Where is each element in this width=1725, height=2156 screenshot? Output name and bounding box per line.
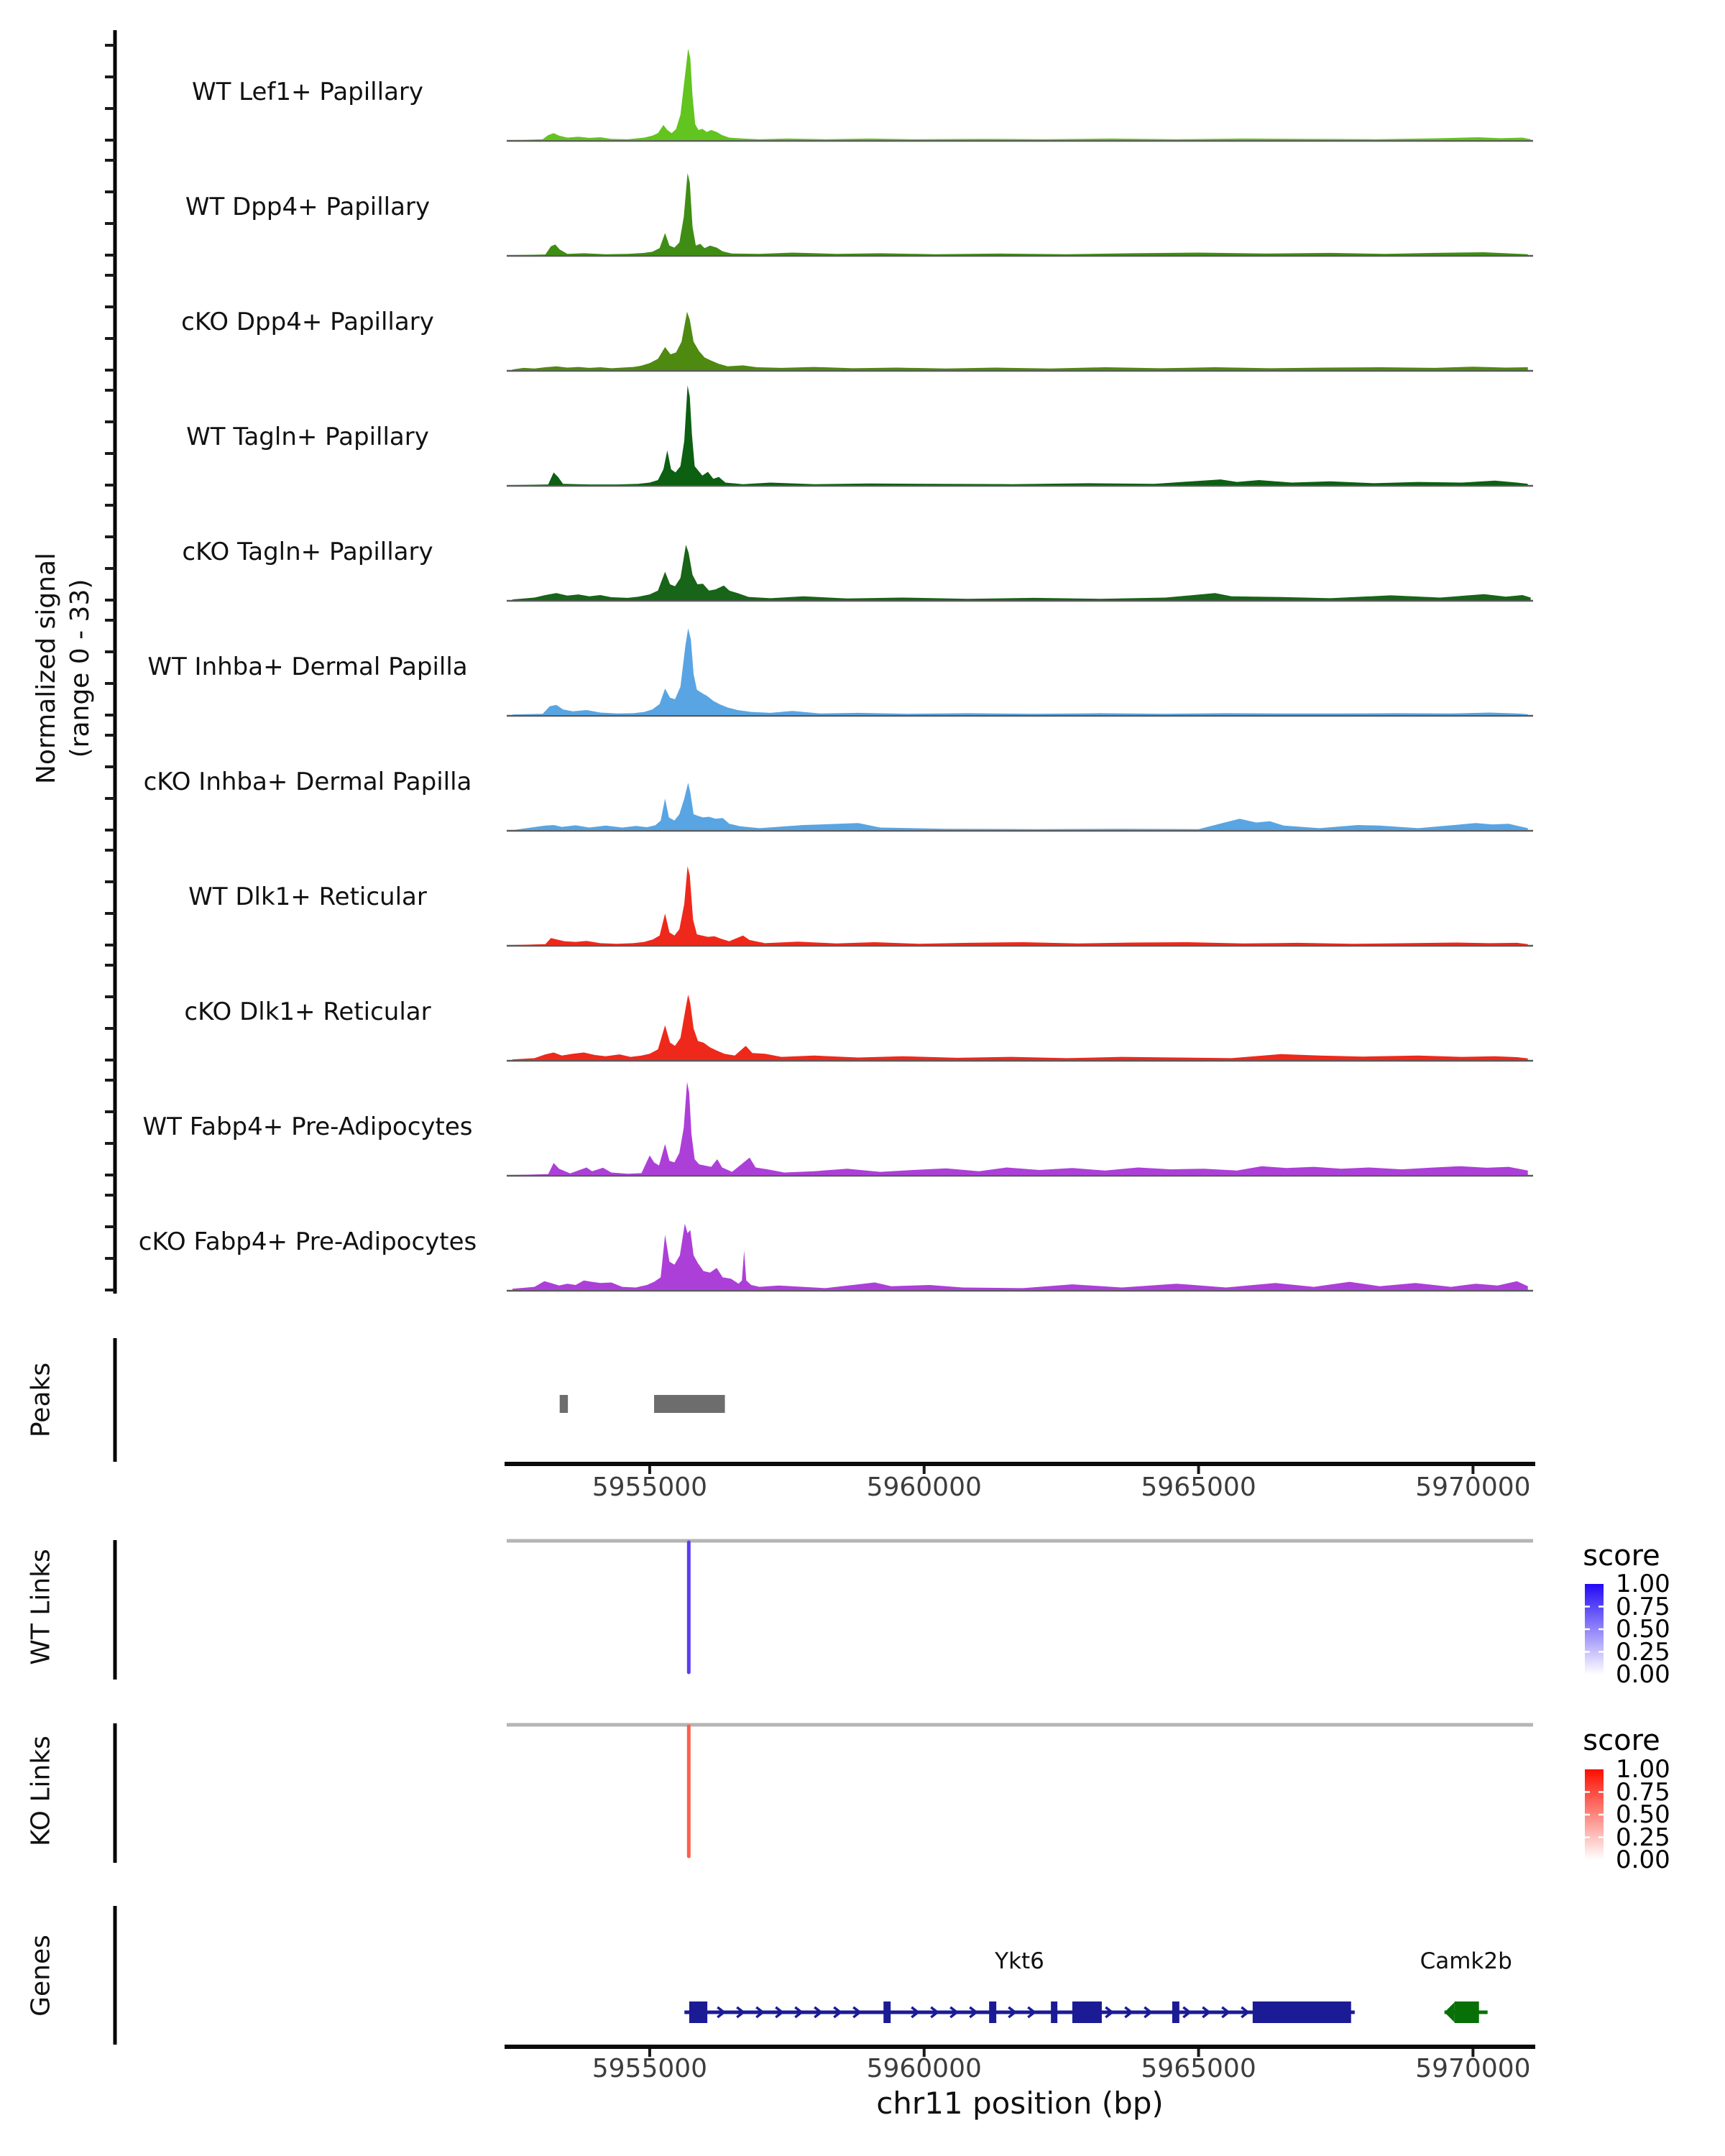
track-label: cKO Inhba+ Dermal Papilla	[143, 768, 472, 796]
gene-exon	[1072, 2001, 1102, 2023]
peak-interval	[560, 1395, 568, 1413]
gene-name-label: Camk2b	[1420, 1948, 1512, 1974]
section-label-wt-links: WT Links	[26, 1549, 56, 1665]
coverage-area	[512, 385, 1528, 485]
gene-exon	[1051, 2001, 1057, 2023]
gene-exon	[989, 2001, 996, 2023]
genome-axis-line	[505, 2045, 1535, 2049]
y-axis-title-line1: Normalized signal	[32, 552, 61, 785]
coverage-area	[512, 1224, 1528, 1290]
score-legend-value: 0.25	[1616, 1637, 1670, 1667]
coverage-area	[512, 866, 1528, 945]
score-legend-value: 0.75	[1616, 1592, 1670, 1621]
score-legend-value: 1.00	[1616, 1755, 1670, 1784]
track-label: cKO Dpp4+ Papillary	[181, 308, 434, 336]
track-label: WT Fabp4+ Pre-Adipocytes	[142, 1112, 473, 1141]
coverage-area	[512, 628, 1528, 715]
gene-exon	[689, 2001, 707, 2023]
score-legend-value: 1.00	[1616, 1570, 1670, 1598]
score-legend-value: 0.00	[1616, 1846, 1670, 1874]
genome-axis-tick-label: 5960000	[866, 1473, 982, 1502]
genome-axis-tick-label: 5970000	[1415, 2054, 1531, 2083]
genome-axis-tick-label: 5960000	[866, 2054, 982, 2083]
coverage-area	[512, 312, 1528, 370]
section-label-ko-links: KO Links	[26, 1736, 56, 1846]
track-label: WT Dlk1+ Reticular	[188, 883, 427, 911]
track-label: WT Tagln+ Papillary	[186, 423, 429, 451]
track-label: cKO Dlk1+ Reticular	[184, 998, 431, 1026]
section-label-peaks: Peaks	[26, 1362, 56, 1438]
genome-axis-line	[505, 1462, 1535, 1466]
genome-axis-tick-label: 5965000	[1141, 2054, 1256, 2083]
coverage-area	[512, 173, 1528, 255]
coverage-area	[512, 545, 1531, 600]
score-legend-value: 0.75	[1616, 1777, 1670, 1807]
strand-arrow	[1445, 2002, 1455, 2022]
track-label: WT Inhba+ Dermal Papilla	[147, 653, 468, 681]
track-label: cKO Tagln+ Papillary	[182, 538, 433, 566]
peak-interval	[654, 1395, 725, 1413]
gene-exon	[1455, 2001, 1479, 2023]
score-legend-value: 0.25	[1616, 1823, 1670, 1852]
coverage-area	[512, 49, 1531, 140]
score-legend-value: 0.50	[1616, 1615, 1670, 1644]
genome-axis-tick-label: 5965000	[1141, 1473, 1256, 1502]
track-label: cKO Fabp4+ Pre-Adipocytes	[138, 1227, 477, 1256]
y-axis-title	[29, 553, 97, 784]
section-label-genes: Genes	[26, 1935, 56, 2017]
genome-axis-tick-label: 5955000	[592, 2054, 708, 2083]
gene-exon	[1172, 2001, 1179, 2023]
coverage-area	[512, 783, 1528, 830]
coverage-area	[512, 995, 1528, 1060]
coverage-area	[512, 1082, 1528, 1175]
score-legend-value: 0.50	[1616, 1800, 1670, 1829]
genome-axis-tick-label: 5970000	[1415, 1473, 1531, 1502]
score-legend-value: 0.00	[1616, 1660, 1670, 1689]
ko-links-score-legend-title: score	[1583, 1724, 1660, 1757]
track-label: WT Dpp4+ Papillary	[185, 193, 431, 221]
gene-exon	[1253, 2001, 1351, 2023]
genome-axis-tick-label: 5955000	[592, 1473, 708, 1502]
y-axis-title-line2: (range 0 - 33)	[65, 579, 95, 758]
x-axis-title: chr11 position (bp)	[876, 2086, 1164, 2121]
gene-name-label: Ykt6	[995, 1948, 1044, 1974]
gene-exon	[883, 2001, 891, 2023]
wt-links-score-legend-title: score	[1583, 1539, 1660, 1572]
track-label: WT Lef1+ Papillary	[191, 78, 424, 106]
